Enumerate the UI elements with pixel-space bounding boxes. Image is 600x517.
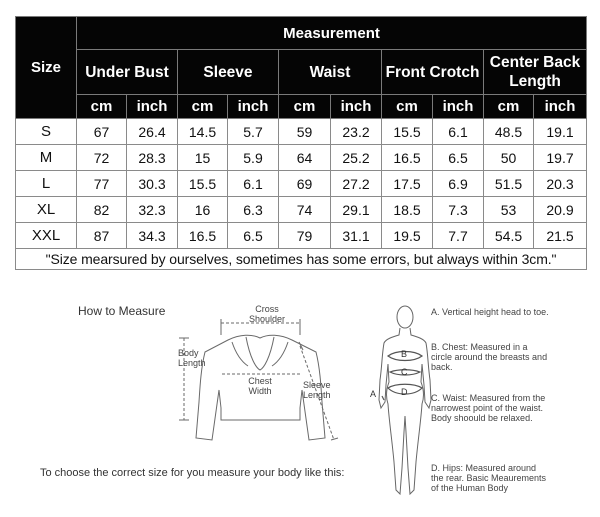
unit-header: inch (228, 95, 279, 119)
table-cell: 20.9 (534, 197, 587, 223)
shirt-neckline (246, 337, 274, 370)
table-row (16, 171, 587, 197)
table-row (16, 119, 587, 145)
cross-shoulder-label: Cross Shoulder (248, 304, 286, 324)
note-b: B. Chest: Measured in a circle around the breasts and back. (431, 342, 548, 372)
size-rows (16, 119, 587, 249)
marker-a: A (370, 389, 377, 399)
table-cell: 28.3 (127, 145, 178, 171)
table-cell: 19.5 (382, 223, 433, 249)
table-cell: 34.3 (127, 223, 178, 249)
table-row (16, 223, 587, 249)
marker-d: D (401, 387, 408, 397)
table-cell: 6.9 (433, 171, 484, 197)
table-cell: 21.5 (534, 223, 587, 249)
table-cell: 15 (178, 145, 228, 171)
table-cell: 29.1 (331, 197, 382, 223)
table-cell: 15.5 (178, 171, 228, 197)
how-to-measure-title: How to Measure (78, 304, 166, 318)
table-cell: 7.3 (433, 197, 484, 223)
table-cell: 6.5 (433, 145, 484, 171)
table-cell: 50 (484, 145, 534, 171)
table-cell: 15.5 (382, 119, 433, 145)
table-cell: 16.5 (178, 223, 228, 249)
note-d: D. Hips: Measured around the rear. Basic Meaurements of the Human Body (431, 463, 547, 493)
chest-width-label: Chest Width (248, 376, 272, 396)
table-cell: 77 (77, 171, 127, 197)
unit-header: inch (433, 95, 484, 119)
table-cell: 23.2 (331, 119, 382, 145)
group-waist: Waist (279, 50, 382, 95)
group-under-bust: Under Bust (77, 50, 178, 95)
table-cell: 25.2 (331, 145, 382, 171)
table-cell: 7.7 (433, 223, 484, 249)
unit-header: cm (77, 95, 127, 119)
table-cell: 79 (279, 223, 331, 249)
unit-header: inch (331, 95, 382, 119)
marker-b: B (401, 349, 408, 359)
table-row (16, 197, 587, 223)
size-cell: S (16, 119, 77, 145)
table-cell: 19.7 (534, 145, 587, 171)
size-cell: XXL (16, 223, 77, 249)
measurement-note: "Size mearsured by ourselves, sometimes has some errors, but always within 3cm." (16, 249, 587, 270)
table-cell: 64 (279, 145, 331, 171)
table-row (16, 145, 587, 171)
table-cell: 6.1 (228, 171, 279, 197)
figure-head (397, 306, 413, 328)
table-cell: 30.3 (127, 171, 178, 197)
measurement-header: Measurement (77, 17, 587, 50)
marker-c: C (401, 367, 408, 377)
table-cell: 17.5 (382, 171, 433, 197)
size-chart-table (15, 16, 587, 270)
table-cell: 6.3 (228, 197, 279, 223)
table-cell: 5.7 (228, 119, 279, 145)
table-cell: 74 (279, 197, 331, 223)
note-a: A. Vertical height head to toe. (431, 307, 549, 317)
table-cell: 53 (484, 197, 534, 223)
size-cell: M (16, 145, 77, 171)
table-cell: 19.1 (534, 119, 587, 145)
table-cell: 5.9 (228, 145, 279, 171)
table-cell: 31.1 (331, 223, 382, 249)
unit-header: cm (484, 95, 534, 119)
table-cell: 20.3 (534, 171, 587, 197)
group-sleeve: Sleeve (178, 50, 279, 95)
table-cell: 32.3 (127, 197, 178, 223)
body-length-label: Body Length (178, 348, 206, 368)
size-cell: L (16, 171, 77, 197)
table-cell: 14.5 (178, 119, 228, 145)
sleeve-length-label: Sleeve Length (303, 380, 331, 400)
table-cell: 16 (178, 197, 228, 223)
unit-header: cm (279, 95, 331, 119)
table-cell: 48.5 (484, 119, 534, 145)
table-cell: 72 (77, 145, 127, 171)
table-cell: 59 (279, 119, 331, 145)
table-cell: 27.2 (331, 171, 382, 197)
size-header: Size (16, 17, 77, 119)
group-center-back-length: Center Back Length (484, 50, 587, 95)
table-cell: 26.4 (127, 119, 178, 145)
table-cell: 51.5 (484, 171, 534, 197)
group-front-crotch: Front Crotch (382, 50, 484, 95)
table-cell: 67 (77, 119, 127, 145)
unit-header: inch (534, 95, 587, 119)
unit-header: cm (178, 95, 228, 119)
table-cell: 69 (279, 171, 331, 197)
unit-header: inch (127, 95, 178, 119)
table-cell: 18.5 (382, 197, 433, 223)
table-cell: 6.5 (228, 223, 279, 249)
table-cell: 16.5 (382, 145, 433, 171)
table-cell: 54.5 (484, 223, 534, 249)
table-cell: 6.1 (433, 119, 484, 145)
instruction-text: To choose the correct size for you measure your body like this: (40, 467, 345, 479)
table-cell: 87 (77, 223, 127, 249)
unit-header: cm (382, 95, 433, 119)
size-cell: XL (16, 197, 77, 223)
table-cell: 82 (77, 197, 127, 223)
note-c: C. Waist: Measured from the narrowest point of the waist. Body shoould be relaxed. (431, 393, 546, 423)
height-line (382, 396, 384, 400)
